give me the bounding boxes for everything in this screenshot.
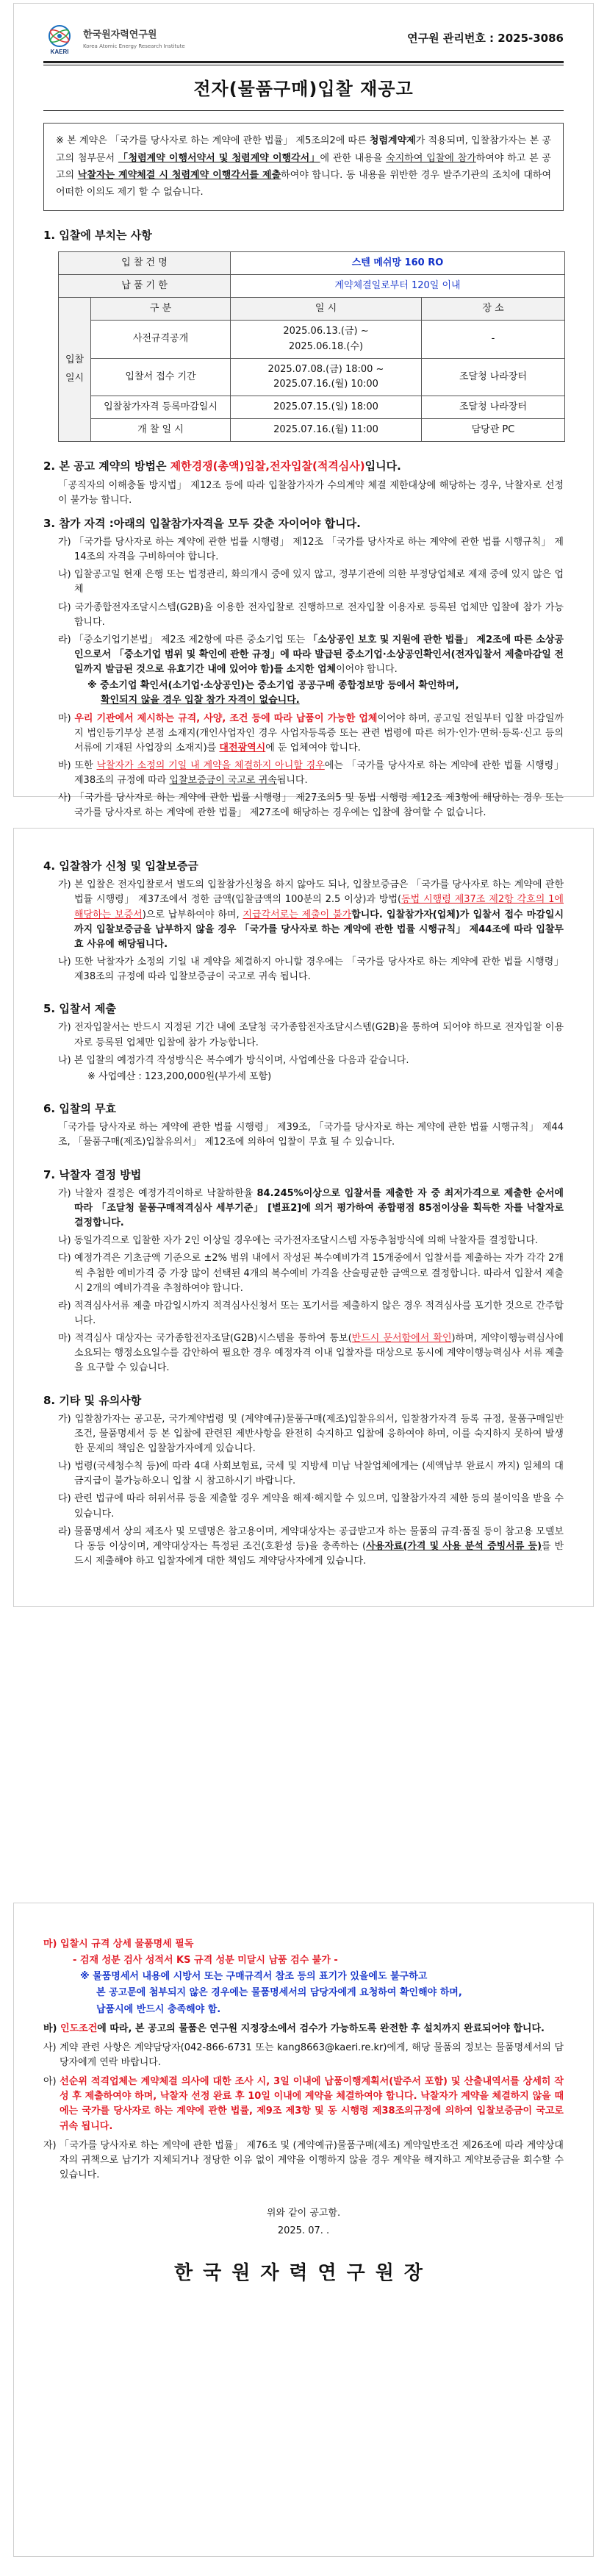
col-datetime: 일 시 [231, 298, 422, 321]
item-emph: 우리 기관에서 제시하는 규격, 사양, 조건 등에 따라 납품이 가능한 업체 [74, 712, 378, 724]
sec3-item-ba [58, 759, 564, 788]
date-line: 2025.06.18.(수) [288, 340, 364, 352]
sec3-item-sa: 사) 「국가를 당사자로 하는 계약에 관한 법률 시행령」 제27조의5 및 동법 시행령 제12조 제3항에 해당하는 경우 또는 국가를 당사자로 하는 계약에 관한 법률」 제27조에 해당하는 경우에는 입찰에 참여할 수 없습니다. [58, 793, 564, 819]
item-text: 아) [43, 2076, 60, 2088]
section-5-title: 5. 입찰서 제출 [43, 1002, 117, 1016]
item-text: 바) [43, 2022, 61, 2034]
row-receipt-label: 입찰서 접수 기간 [91, 358, 231, 396]
row-opening-place: 담당관 PC [422, 419, 565, 442]
integrity-notice-box [43, 123, 564, 211]
announcement-date [14, 2205, 593, 2239]
row-opening-date: 2025.07.16.(월) 11:00 [231, 419, 422, 442]
management-number: 연구원 관리번호 : 2025-3086 [407, 32, 564, 46]
inspection-warning: - 검재 성분 검사 성적서 KS 규격 성분 미달시 납품 검수 불가 - [73, 1955, 338, 1967]
item-text: 라) 물품명세서 상의 제조사 및 모델명은 참고용이며, 계약대상자는 공급받고자 하는 물품의 규격·품질 등이 참고용 모델보다 동등 이상이며, 계약대상자는 특정된 조건(호환성 등)을 충족하는 ( [58, 1525, 564, 1552]
sec7-item-ma [58, 1331, 564, 1375]
sec-text: 2. 본 공고 계약의 방법은 [43, 459, 170, 473]
item-text: 라) 「중소기업기본법」 제2조 제2항에 따른 중소기업 또는 [58, 634, 309, 645]
note-line: ※ 중소기업 확인서(소기업·소상공인)는 중소기업 공공구매 종합정보망 등에서 확인하며, [87, 680, 459, 692]
item-text: 검수가 가능하도록 완전한 후 설치까지 완료되어야 합니다. [299, 2022, 545, 2034]
item-text: 이어야 합니다. [336, 664, 398, 676]
col-place: 장 소 [422, 298, 565, 321]
row-opening-label: 개 찰 일 시 [91, 419, 231, 442]
row-prespec-date [231, 321, 422, 358]
sec9-item-ba [43, 2022, 564, 2036]
item-text: 이어야 하며, 공고일 전일부터 입찰 마감일까지 법인등기부상 본점 소재지(개인사업자인 경우 사업자등록증 또는 관련 법령에 따른 허가·인가·면허·등록·신고 등의 서류에 기재된 사업장의 소재지)를 [74, 712, 564, 754]
contract-method: 제한경쟁(총액)입찰,전자입찰(적격심사) [170, 459, 365, 473]
sec7-item-na: 나) 동일가격으로 입찰한 자가 2인 이상일 경우에는 국가전자조달시스템 자동추첨방식에 의해 낙찰자를 결정합니다. [58, 1235, 539, 1247]
notice-text: 에 관한 내용을 [320, 152, 387, 164]
item-emph: 반드시 문서함에서 확인 [351, 1333, 452, 1345]
item-text: 바) 또한 [58, 760, 97, 772]
item-emph: 84.245%이상으로 입찰서를 제출한 자 중 최저가격으로 제출한 순서에 따라 「조달청 물품구매적격심사 세부기준」 [별표2]에 의거 평가하여 종합평점 85점이상을 획득한 자를 낙찰자로 결정합니다. [74, 1187, 564, 1229]
section-3-title: 3. 참가 자격 :아래의 입찰참가자격을 모두 갖춘 자이어야 합니다. [43, 516, 361, 530]
document-page-3 [13, 1903, 594, 2557]
sec8-item-na: 나) 법령(국세청수칙 등)에 따라 4대 사회보험료, 국세 및 지방세 미납 낙찰업체에게는 (세액납부 완료시 까지) 일체의 대금지급이 불가능하오니 입찰 시 참고하시기 바랍니다. [58, 1461, 564, 1487]
item-text: 에 따라, 본 공고의 물품은 연구원 지정장소에서 [97, 2022, 300, 2034]
sec4-item-na: 나) 또한 낙찰자가 소정의 기일 내 계약을 체결하지 아니할 경우에는 「국가를 당사자로 하는 계약에 관한 법률 시행령」 제38조의 규정에 따라 입찰보증금이 국고로 귀속 됩니다. [58, 956, 564, 983]
document-header [14, 4, 593, 61]
bid-schedule-label: 입찰일시 [59, 298, 91, 442]
date-line: 2025.07.08.(금) 18:00 ~ [267, 363, 384, 375]
sec3-item-ga: 가) 「국가를 당사자로 하는 계약에 관한 법률 시행령」 제12조 「국가를 당사자로 하는 계약에 관한 법률 시행규칙」 제14조의 자격을 구비하여야 합니다. [58, 537, 564, 563]
sec7-item-ga [58, 1187, 564, 1231]
deadline-value: 계약체결일로부터 120일 이내 [231, 275, 565, 298]
sec3-note [87, 679, 564, 708]
kaeri-logo-icon [43, 23, 76, 55]
notice-text: 가 적용되며, 입찰참가자는 본 공고의 첨부문서 [56, 135, 551, 164]
item-underline: 입찰보증금이 국고로 귀속 [169, 775, 277, 787]
closing-date: 2025. 07. . [277, 2225, 330, 2236]
spec-note-3: 납품시에 반드시 충족해야 함. [96, 2003, 221, 2015]
document-page-2 [13, 828, 594, 1607]
notice-text: 하여야 하고 본 공고의 [56, 152, 551, 181]
sec4-item-ga [58, 878, 564, 952]
deadline-label: 납 품 기 한 [59, 275, 231, 298]
title-rule [43, 110, 564, 111]
row-registration-place: 조달청 나라장터 [422, 396, 565, 418]
sec5-item-ga: 가) 전자입찰서는 반드시 지정된 기간 내에 조달청 국가종합전자조달시스템(G2B)을 통하여 되어야 하므로 전자입찰 이용자로 등록된 업체만 입찰에 참가 가능합니다. [58, 1022, 564, 1048]
sec3-item-ma [58, 712, 564, 756]
sec-text: 입니다. [364, 459, 401, 473]
row-registration-label: 입찰참가자격 등록마감일시 [91, 396, 231, 418]
sec7-item-ra: 라) 적격심사서류 제출 마감일시까지 적격심사신청서 또는 포기서를 제출하지 않은 경우 적격심사를 포기한 것으로 간주합니다. [58, 1300, 564, 1326]
sec7-item-da: 다) 예정가격은 기초금액 기준으로 ±2% 범위 내에서 작성된 복수예비가격 15개중에서 입찰서를 제출하는 자가 각각 2개씩 추첨한 예비가격 중 가장 많이 선택된 4개의 복수예비 가격을 산술평균한 금액으로 결정합니다. 따라서 입찰서 제출 시 2개의 예비가격을 추첨하여야 합니다. [58, 1253, 564, 1294]
sec3-item-na: 나) 입찰공고일 현재 은행 또는 법정관리, 화의개시 중에 있지 않고, 정부기관에 의한 부정당업체로 제재 중에 있지 않은 업체 [58, 569, 564, 595]
sec9-item-ma: 마) 입찰시 규격 상세 물품명세 필독 [43, 1939, 194, 1950]
item-emph: 지급각서로는 제출이 불가 [243, 909, 352, 920]
item-emph: 인도조건 [60, 2022, 98, 2034]
org-name: 한국원자력연구원 [83, 29, 157, 40]
note-line: 확인되지 않을 경우 입찰 참가 자격이 없습니다. [101, 695, 300, 706]
bid-info-table [58, 251, 565, 442]
section-8-title: 8. 기타 및 유의사항 [43, 1393, 142, 1407]
item-emph: 낙찰자가 소정의 기일 내 계약을 체결하지 아니할 경우 [96, 760, 325, 772]
row-registration-date: 2025.07.15.(일) 18:00 [231, 396, 422, 418]
notice-text: ※ 본 계약은 「국가를 당사자로 하는 계약에 관한 법률」 제5조의2에 따른 [56, 135, 370, 147]
sec9-item-sa: 사) 계약 관련 사항은 계약담당자(042-866-6731 또는 kang8663@kaeri.re.kr)에게, 해당 물품의 정보는 물품명세서의 담당자에게 연락 바랍니다. [43, 2042, 564, 2068]
item-text: 에는 「국가를 당사자로 하는 계약에 관한 법률 시행령」 제38조의 규정에 따라 [74, 760, 564, 787]
document-title: 전자(물품구매)입찰 재공고 [193, 79, 414, 99]
notice-emph: 낙찰자는 계약체결 시 청렴계약 이행각서를 제출 [77, 169, 281, 181]
section-7-title: 7. 낙찰자 결정 방법 [43, 1167, 142, 1181]
final-notes [43, 1937, 564, 2183]
notice-text: 하여야 합니다. 동 내용을 위반한 경우 발주기관의 조치에 대하여 어떠한 이의도 제기 할 수 없습니다. [56, 169, 552, 198]
item-text: )으로 납부하여야 하며, [142, 909, 243, 920]
item-emph: 「소상공인 보호 및 지원에 관한 법률」 제2조에 따른 소상공인으로서 「중소기업 범위 및 확인에 관한 규정」에 따라 발급된 중소기업·소상공인확인서(전자입찰서 제출마감일 전일까지 발급된 것으로 유효기간 내에 있어야 함)를 소지한 업체 [74, 634, 564, 676]
header-rule [43, 61, 564, 65]
item-text: 가) 본 입찰은 전자입찰로서 별도의 입찰참가신청을 하지 않아도 되나, 입찰보증금은 「국가를 당사자로 하는 계약에 관한 법률 시행령」 제37조에서 정한 금액(입찰금액의 100분의 2.5 이상)과 방법( [58, 879, 564, 906]
notice-emph: 청렴계약제 [369, 135, 416, 147]
item-text: 마) [58, 712, 75, 724]
section-6-title: 6. 입찰의 무효 [43, 1102, 117, 1116]
notice-emph: 「청렴계약 이행서약서 및 청렴계약 이행각서」 [118, 152, 320, 164]
sec9-item-a [43, 2075, 564, 2134]
section-1-title: 1. 입찰에 부치는 사항 [43, 228, 152, 242]
org-name-en: Korea Atomic Energy Research Institute [83, 43, 185, 49]
bid-name-value: 스텐 메쉬망 160 RO [231, 252, 565, 275]
region-emph: 대전광역시 [219, 742, 266, 754]
section-4-title: 4. 입찰참가 신청 및 입찰보증금 [43, 859, 198, 873]
row-prespec-place: - [422, 321, 565, 358]
signer-name: 한국원자력연구원장 [173, 2261, 434, 2284]
item-text: 가) 낙찰자 결정은 예정가격이하로 낙찰하한율 [58, 1187, 257, 1199]
date-line: 2025.06.13.(금) ~ [283, 326, 369, 337]
section-6-text: 「국가를 당사자로 하는 계약에 관한 법률 시행령」 제39조, 「국가를 당사자로 하는 계약에 관한 법률 시행규칙」 제44조, 「물품구매(제조)입찰유의서」 제12조에 의하여 입찰이 무효 될 수 있습니다. [58, 1122, 564, 1148]
item-text: 를 반드시 제출해야 하고 입찰자에게 대한 책임도 계약당사자에게 있습니다. [74, 1540, 564, 1567]
date-line: 2025.07.16.(월) 10:00 [273, 378, 378, 390]
row-receipt-date [231, 358, 422, 396]
item-emph: 사용자료(가격 및 사용 분석 증빙서류 등) [366, 1540, 542, 1552]
org-logo [43, 23, 185, 55]
item-text: )하며, 계약이행능력심사에 소요되는 행정소요일수를 감안하여 필요한 경우 예정자격 이내 입찰자를 대상으로 동시에 계약이행능력심사 서류 제출을 요구할 수 있습니다. [74, 1333, 564, 1374]
item-text: 에 둔 업체여야 합니다. [265, 742, 361, 754]
col-division: 구 분 [91, 298, 231, 321]
spec-note-1: ※ 물품명세서 내용에 시방서 또는 구매규격서 참조 등의 표기가 있을에도 불구하고 [80, 1971, 428, 1983]
logo-text: KAERI [50, 49, 69, 55]
sec8-item-ga: 가) 입찰참가자는 공고문, 국가계약법령 및 (계약예규)물품구매(제조)입찰유의서, 입찰참가자격 등록 규정, 물품구매일반조건, 물품명세서 등 본 입찰에 관련된 제반사항을 완전히 숙지하고 입찰에 응하여야 하며, 이를 숙지하지 못하여 발생한 문제의 책임은 입찰참가자에게 있습니다. [58, 1413, 564, 1455]
notice-underline: 숙지하여 입찰에 참가 [386, 152, 476, 164]
item-text: 됩니다. [276, 775, 308, 787]
closing-line: 위와 같이 공고함. [266, 2208, 341, 2219]
budget-note: ※ 사업예산 : 123,200,000원(부가세 포함) [87, 1070, 272, 1082]
sec8-item-ra [58, 1525, 564, 1569]
sec5-item-na: 나) 본 입찰의 예정가격 작성방식은 복수예가 방식이며, 사업예산을 다음과 같습니다. [58, 1054, 409, 1066]
item-emph: 선순위 적격업체는 계약체결 의사에 대한 조사 시, 3일 이내에 납품이행계획서(발주서 포함) 및 산출내역서를 상세히 작성 후 제출하여야 하며, 낙찰자 선정 완료 후 10일 이내에 계약을 체결하여야 합니다. 낙찰자가 계약을 체결하지 않을 때에는 국가를 당사자로 하는 계약에 관한 법률, 제9조 제3항 및 동 시행령 제38조의규정에 의하여 입찰보증금이 국고로 귀속 됩니다. [60, 2076, 564, 2132]
sec3-item-ra [58, 633, 564, 677]
sec9-item-ja: 자) 「국가를 당사자로 하는 계약에 관한 법률」 제76조 및 (계약예규)물품구매(제조) 계약일반조건 제26조에 따라 계약상대자의 귀책으로 납기가 지체되거나 정당한 이유 없이 계약을 이행하지 않을 경우 계약을 해지하고 계약보증금을 회수할 수 있습니다. [43, 2139, 564, 2180]
row-receipt-place: 조달청 나라장터 [422, 358, 565, 396]
section-2-text: 「공직자의 이해충돌 방지법」 제12조 등에 따라 입찰참가자가 수의계약 체결 제한대상에 해당하는 경우, 낙찰자로 선정이 불가능 합니다. [58, 479, 564, 506]
item-text: 합니다. 입찰참가자(업체)가 입찰서 접수 마감일시까지 입찰보증금을 납부하지 않을 경우 「국가를 당사자로 하는 계약에 관한 법률 시행규칙」 제44조에 따라 입찰무효 사유에 해당됩니다. [74, 909, 564, 950]
item-emph: 동법 시행령 제37조 제2항 각호의 1에 해당하는 보증서 [74, 894, 564, 920]
document-page-1 [13, 3, 594, 819]
item-text: 마) 적격심사 대상자는 국가종합전자조달(G2B)시스템을 통하여 통보( [58, 1333, 352, 1345]
sec8-item-da: 다) 관련 법규에 따라 허위서류 등을 제출할 경우 계약을 해제·해지할 수 있으며, 입찰참가자격 제한 등의 불이익을 받을 수 있습니다. [58, 1493, 564, 1520]
sec3-item-da: 다) 국가종합전자조달시스템(G2B)을 이용한 전자입찰로 진행하므로 전자입찰 이용자로 등록된 업체만 입찰에 참가 가능합니다. [58, 601, 564, 628]
section-2-title [43, 458, 564, 475]
row-prespec-label: 사전규격공개 [91, 321, 231, 358]
spec-note-2: 본 공고문에 첨부되지 않은 경우에는 물품명세서의 담당자에게 요청하여 확인해야 하며, [96, 1987, 462, 1999]
bid-name-label: 입 찰 건 명 [59, 252, 231, 275]
